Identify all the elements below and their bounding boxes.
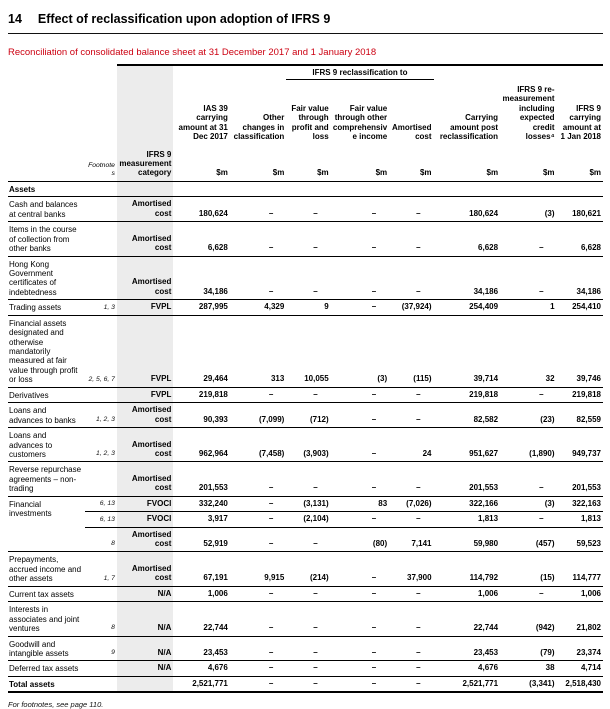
category-cell: FVPL [117, 387, 173, 402]
table-caption: Reconciliation of consolidated balance sheet at 31 December 2017 and 1 January 2018 [8, 47, 377, 58]
value-cell: 254,409 [434, 300, 501, 315]
row-label: Financial investments [8, 496, 85, 552]
table-row [8, 512, 603, 527]
reconciliation-table [8, 64, 603, 693]
value-cell: 6,628 [173, 222, 229, 256]
table-row [8, 403, 603, 428]
value-cell: 114,777 [557, 552, 603, 586]
value-cell: 4,714 [557, 661, 603, 676]
value-cell: 219,818 [173, 387, 229, 402]
value-cell: – [331, 222, 389, 256]
value-cell: 114,792 [434, 552, 501, 586]
value-cell: 9 [286, 300, 330, 315]
value-cell: 59,523 [557, 527, 603, 552]
table-row [8, 676, 603, 692]
value-cell: 3,917 [173, 512, 229, 527]
table-row [8, 462, 603, 496]
value-cell: 37,900 [389, 552, 433, 586]
value-cell: – [331, 586, 389, 601]
value-cell: 1,006 [173, 586, 229, 601]
value-cell: 322,163 [557, 496, 603, 511]
value-cell: (712) [286, 403, 330, 428]
value-cell: 32 [500, 315, 556, 387]
footnotes-cell [85, 197, 117, 222]
footnotes-cell [85, 462, 117, 496]
unit-label: $m [434, 144, 501, 182]
category-header: IFRS 9 measurement category [117, 144, 173, 182]
table-row [8, 527, 603, 552]
value-cell: 6,628 [557, 222, 603, 256]
unit-label: $m [173, 144, 229, 182]
value-cell: – [286, 636, 330, 661]
value-cell: – [389, 586, 433, 601]
value-cell: 82,582 [434, 403, 501, 428]
category-cell [117, 676, 173, 692]
value-cell: (3) [331, 315, 389, 387]
value-cell: 313 [230, 315, 286, 387]
footnotes-header: Footnotes [85, 144, 117, 182]
value-cell: 59,980 [434, 527, 501, 552]
section-header: Assets [8, 181, 117, 196]
category-cell: Amortised cost [117, 222, 173, 256]
value-cell: 90,393 [173, 403, 229, 428]
value-cell: 1,006 [434, 586, 501, 601]
value-cell: – [331, 462, 389, 496]
column-header: IFRS 9 re-measurement including expected credit losses⁴ [502, 84, 555, 142]
value-cell: (115) [389, 315, 433, 387]
row-label: Deferred tax assets [8, 661, 85, 676]
value-cell: – [286, 222, 330, 256]
footnotes-cell: 1, 7 [85, 552, 117, 586]
value-cell: – [230, 527, 286, 552]
value-cell: – [286, 661, 330, 676]
footnotes-cell: 6, 13 [85, 512, 117, 527]
row-label: Derivatives [8, 387, 85, 402]
value-cell: 38 [500, 661, 556, 676]
table-row [8, 586, 603, 601]
value-cell: – [286, 602, 330, 636]
value-cell: (3,131) [286, 496, 330, 511]
value-cell: – [230, 636, 286, 661]
footnotes-cell [85, 387, 117, 402]
value-cell: – [500, 462, 556, 496]
value-cell: – [230, 512, 286, 527]
value-cell: – [331, 552, 389, 586]
value-cell: 23,453 [173, 636, 229, 661]
value-cell: (3,903) [286, 428, 330, 462]
value-cell: – [230, 462, 286, 496]
value-cell: 180,624 [434, 197, 501, 222]
table-row [8, 197, 603, 222]
footnotes-cell: 8 [85, 602, 117, 636]
footnotes-cell [85, 222, 117, 256]
row-label: Items in the course of collection from other banks [8, 222, 85, 256]
cell [434, 65, 603, 80]
value-cell: – [331, 428, 389, 462]
value-cell: 219,818 [434, 387, 501, 402]
category-cell: Amortised cost [117, 527, 173, 552]
value-cell: – [331, 676, 389, 692]
value-cell: (80) [331, 527, 389, 552]
value-cell: – [331, 636, 389, 661]
category-cell: N/A [117, 636, 173, 661]
row-label: Goodwill and intangible assets [8, 636, 85, 661]
value-cell: (942) [500, 602, 556, 636]
value-cell: – [331, 602, 389, 636]
value-cell: 962,964 [173, 428, 229, 462]
column-header: Fair value through profit and loss [291, 103, 329, 142]
value-cell: 951,627 [434, 428, 501, 462]
value-cell: – [389, 256, 433, 300]
value-cell: – [389, 197, 433, 222]
value-cell: – [331, 300, 389, 315]
footnotes-cell: 6, 13 [85, 496, 117, 511]
value-cell: 34,186 [557, 256, 603, 300]
category-cell: N/A [117, 661, 173, 676]
cell [8, 80, 85, 144]
value-cell: 201,553 [557, 462, 603, 496]
value-cell: (79) [500, 636, 556, 661]
value-cell: (3,341) [500, 676, 556, 692]
value-cell: – [331, 197, 389, 222]
table-row [8, 428, 603, 462]
value-cell: (37,924) [389, 300, 433, 315]
value-cell: (3) [500, 496, 556, 511]
value-cell: 67,191 [173, 552, 229, 586]
category-cell [117, 181, 173, 196]
category-cell: Amortised cost [117, 428, 173, 462]
value-cell: 4,329 [230, 300, 286, 315]
footnotes-cell [85, 661, 117, 676]
row-label: Loans and advances to banks [8, 403, 85, 428]
value-cell: 29,464 [173, 315, 229, 387]
table-row [8, 181, 603, 196]
value-cell: (457) [500, 527, 556, 552]
category-cell: Amortised cost [117, 197, 173, 222]
unit-label: $m [286, 144, 330, 182]
value-cell: – [500, 586, 556, 601]
footnotes-cell: 1, 3 [85, 300, 117, 315]
value-cell: – [389, 636, 433, 661]
group-header: IFRS 9 reclassification to [286, 65, 433, 80]
row-label: Loans and advances to customers [8, 428, 85, 462]
title-text: Effect of reclassification upon adoption of IFRS 9 [37, 12, 331, 26]
page-title [8, 6, 603, 34]
value-cell: – [286, 387, 330, 402]
cell [173, 181, 603, 196]
value-cell: – [230, 602, 286, 636]
value-cell: – [389, 676, 433, 692]
value-cell: (15) [500, 552, 556, 586]
row-label: Trading assets [8, 300, 85, 315]
unit-label: $m [389, 144, 433, 182]
table-row [8, 315, 603, 387]
footnote-reference: For footnotes, see page 110. [8, 700, 104, 709]
value-cell: – [230, 256, 286, 300]
value-cell: – [389, 222, 433, 256]
value-cell: 39,746 [557, 315, 603, 387]
value-cell: – [500, 387, 556, 402]
row-label: Interests in associates and joint ventures [8, 602, 85, 636]
unit-label: $m [230, 144, 286, 182]
value-cell: 34,186 [173, 256, 229, 300]
column-header: Fair value through other comprehensive income [332, 103, 388, 142]
footnotes-cell [85, 586, 117, 601]
category-cell: Amortised cost [117, 462, 173, 496]
value-cell: 6,628 [434, 222, 501, 256]
value-cell: 949,737 [557, 428, 603, 462]
value-cell: – [286, 256, 330, 300]
value-cell: – [230, 586, 286, 601]
value-cell: 287,995 [173, 300, 229, 315]
value-cell: 34,186 [434, 256, 501, 300]
value-cell: (214) [286, 552, 330, 586]
value-cell: – [389, 387, 433, 402]
value-cell: 322,166 [434, 496, 501, 511]
value-cell: 9,915 [230, 552, 286, 586]
value-cell: 82,559 [557, 403, 603, 428]
value-cell: – [286, 462, 330, 496]
category-cell: FVPL [117, 315, 173, 387]
value-cell: – [286, 197, 330, 222]
row-label: Prepayments, accrued income and other assets [8, 552, 85, 586]
section-number: 14 [8, 12, 22, 26]
value-cell: – [286, 676, 330, 692]
footnotes-cell: 9 [85, 636, 117, 661]
value-cell: (23) [500, 403, 556, 428]
units-row [8, 144, 603, 182]
footnotes-cell [85, 256, 117, 300]
value-cell: 219,818 [557, 387, 603, 402]
cell [8, 144, 85, 182]
value-cell: 23,374 [557, 636, 603, 661]
value-cell: – [389, 661, 433, 676]
row-label: Financial assets designated and otherwise mandatorily measured at fair value through profit or loss [8, 315, 85, 387]
value-cell: 22,744 [173, 602, 229, 636]
cell [85, 80, 117, 144]
value-cell: – [286, 586, 330, 601]
value-cell: – [389, 403, 433, 428]
value-cell: (2,104) [286, 512, 330, 527]
value-cell: (7,458) [230, 428, 286, 462]
row-label: Current tax assets [8, 586, 85, 601]
value-cell: 2,521,771 [434, 676, 501, 692]
category-cell: N/A [117, 586, 173, 601]
value-cell: – [230, 222, 286, 256]
value-cell: – [230, 676, 286, 692]
footnotes-cell: 8 [85, 527, 117, 552]
value-cell: 1,813 [557, 512, 603, 527]
table-row [8, 256, 603, 300]
value-cell: 22,744 [434, 602, 501, 636]
value-cell: 52,919 [173, 527, 229, 552]
column-header: Amortised cost [391, 122, 432, 142]
value-cell: 1,813 [434, 512, 501, 527]
value-cell: (7,026) [389, 496, 433, 511]
value-cell: 4,676 [434, 661, 501, 676]
row-label: Cash and balances at central banks [8, 197, 85, 222]
value-cell: 332,240 [173, 496, 229, 511]
value-cell: (7,099) [230, 403, 286, 428]
value-cell: – [331, 512, 389, 527]
table-row [8, 496, 603, 511]
value-cell: 201,553 [434, 462, 501, 496]
value-cell: – [500, 512, 556, 527]
value-cell: 23,453 [434, 636, 501, 661]
value-cell: 24 [389, 428, 433, 462]
value-cell: – [331, 256, 389, 300]
table-row [8, 300, 603, 315]
value-cell: 39,714 [434, 315, 501, 387]
value-cell: 201,553 [173, 462, 229, 496]
column-header: Other changes in classification [233, 113, 285, 142]
value-cell: – [230, 387, 286, 402]
value-cell: – [389, 602, 433, 636]
cell [117, 65, 173, 80]
footnotes-cell: 2, 5, 6, 7 [85, 315, 117, 387]
value-cell: – [389, 512, 433, 527]
value-cell: 2,518,430 [557, 676, 603, 692]
column-header: Carrying amount post reclassification [439, 113, 499, 142]
table-row [8, 222, 603, 256]
value-cell: 83 [331, 496, 389, 511]
row-label: Reverse repurchase agreements – non-trading [8, 462, 85, 496]
value-cell: 7,141 [389, 527, 433, 552]
value-cell: 180,621 [557, 197, 603, 222]
value-cell: 1 [500, 300, 556, 315]
category-cell: FVOCI [117, 512, 173, 527]
column-header-row [8, 80, 603, 144]
cell [117, 80, 173, 144]
unit-label: $m [331, 144, 389, 182]
value-cell: – [230, 197, 286, 222]
footnotes-cell [85, 676, 117, 692]
category-cell: Amortised cost [117, 256, 173, 300]
value-cell: – [230, 661, 286, 676]
unit-label: $m [500, 144, 556, 182]
value-cell: – [500, 256, 556, 300]
table-row [8, 661, 603, 676]
value-cell: 4,676 [173, 661, 229, 676]
value-cell: (1,890) [500, 428, 556, 462]
value-cell: 2,521,771 [173, 676, 229, 692]
value-cell: 21,802 [557, 602, 603, 636]
value-cell: – [500, 222, 556, 256]
category-cell: Amortised cost [117, 552, 173, 586]
value-cell: 10,055 [286, 315, 330, 387]
table-row [8, 387, 603, 402]
value-cell: – [331, 661, 389, 676]
value-cell: – [389, 462, 433, 496]
cell [85, 65, 117, 80]
category-cell: N/A [117, 602, 173, 636]
value-cell: 1,006 [557, 586, 603, 601]
column-header: IFRS 9 carrying amount at 1 Jan 2018 [560, 103, 601, 142]
row-label: Total assets [8, 676, 85, 692]
table-row [8, 636, 603, 661]
value-cell: – [331, 403, 389, 428]
unit-label: $m [557, 144, 603, 182]
value-cell: (3) [500, 197, 556, 222]
cell [8, 65, 85, 80]
value-cell: – [286, 527, 330, 552]
category-cell: Amortised cost [117, 403, 173, 428]
category-cell: FVPL [117, 300, 173, 315]
footnotes-cell: 1, 2, 3 [85, 428, 117, 462]
group-header-row [8, 65, 603, 80]
cell [173, 65, 286, 80]
column-header: IAS 39 carrying amount at 31 Dec 2017 [178, 103, 228, 142]
value-cell: – [331, 387, 389, 402]
value-cell: 254,410 [557, 300, 603, 315]
category-cell: FVOCI [117, 496, 173, 511]
table-row [8, 552, 603, 586]
footnotes-cell: 1, 2, 3 [85, 403, 117, 428]
value-cell: – [230, 496, 286, 511]
value-cell: 180,624 [173, 197, 229, 222]
row-label: Hong Kong Government certificates of indebtedness [8, 256, 85, 300]
